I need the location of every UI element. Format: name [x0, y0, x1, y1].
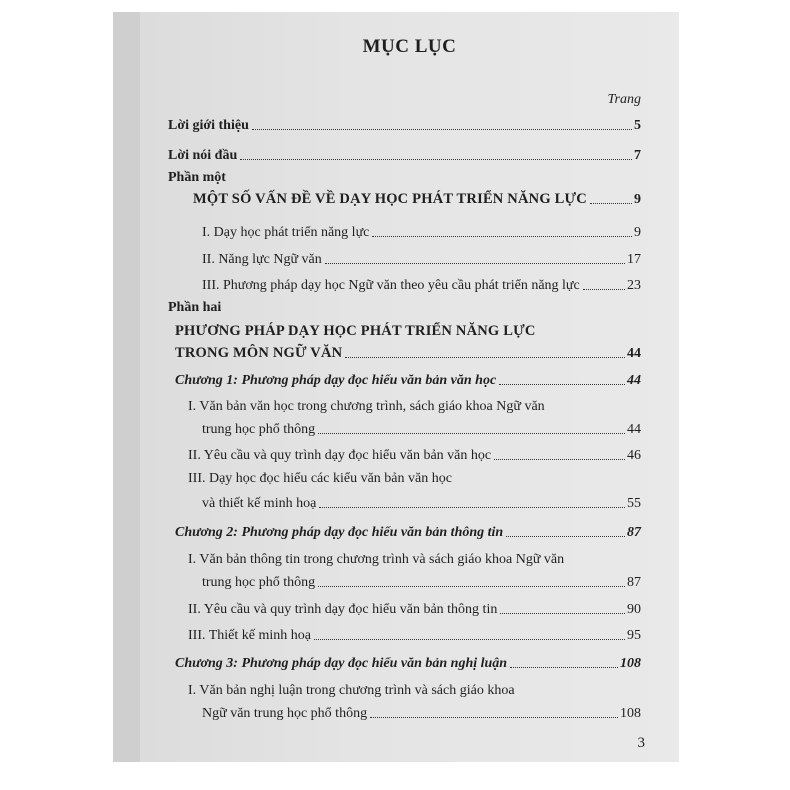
toc-entry-label: II. Yêu cầu và quy trình dạy đọc hiểu văn bản thông tin — [188, 602, 498, 617]
toc-page-number: 108 — [620, 656, 641, 671]
chapter-1-item-1-line-1: I. Văn bản văn học trong chương trình, sách giáo khoa Ngữ văn — [188, 399, 545, 414]
toc-entry-chapter-2-item-2[interactable] — [188, 600, 641, 618]
toc-entry-label: Lời giới thiệu — [168, 118, 249, 133]
dot-leader — [319, 507, 625, 508]
dot-leader — [510, 667, 618, 668]
toc-entry-foreword[interactable] — [168, 146, 641, 164]
toc-entry-chapter-3[interactable] — [175, 654, 641, 672]
chapter-3-item-1-line-1: I. Văn bản nghị luận trong chương trình và sách giáo khoa — [188, 683, 515, 698]
toc-entry-label: trung học phổ thông — [202, 575, 316, 590]
dot-leader — [500, 613, 625, 614]
toc-page-number: 55 — [627, 496, 641, 511]
toc-page-number: 7 — [634, 148, 641, 163]
toc-entry-label: Chương 3: Phương pháp dạy đọc hiểu văn bản nghị luận — [175, 656, 508, 671]
toc-page-number: 9 — [634, 225, 641, 240]
dot-leader — [345, 357, 625, 358]
toc-entry-chapter-2[interactable] — [175, 523, 641, 541]
chapter-2-item-1-line-1: I. Văn bản thông tin trong chương trình và sách giáo khoa Ngữ văn — [188, 552, 565, 567]
toc-entry-label: trung học phổ thông — [202, 422, 316, 437]
toc-page-number: 9 — [634, 192, 641, 207]
toc-page-number: 23 — [627, 278, 641, 293]
toc-entry-label: I. Dạy học phát triển năng lực — [202, 225, 370, 240]
part-one-title: MỘT SỐ VẤN ĐỀ VỀ DẠY HỌC PHÁT TRIỂN NĂNG LỰC — [193, 191, 587, 207]
toc-entry-label: Chương 1: Phương pháp dạy đọc hiểu văn bản văn học — [175, 373, 497, 388]
dot-leader — [318, 433, 625, 434]
toc-page-number: 90 — [627, 602, 641, 617]
dot-leader — [252, 129, 632, 130]
toc-entry-chapter-1-item-2[interactable] — [188, 446, 641, 464]
toc-entry-chapter-1-item-1[interactable] — [202, 420, 641, 438]
toc-page-number: 44 — [627, 422, 641, 437]
chapter-1-item-3-line-1: III. Dạy học đọc hiểu các kiểu văn bản văn học — [188, 471, 452, 486]
dot-leader — [590, 203, 632, 204]
toc-page-number: 95 — [627, 628, 641, 643]
toc-page-number: 44 — [627, 346, 641, 361]
toc-entry-label: III. Thiết kế minh hoạ — [188, 628, 311, 643]
dot-leader — [325, 263, 625, 264]
toc-entry-chapter-1-item-3[interactable] — [202, 494, 641, 512]
toc-entry-chapter-2-item-1[interactable] — [202, 573, 641, 591]
toc-page-number: 87 — [627, 575, 641, 590]
toc-entry-part-one-item-1[interactable] — [202, 223, 641, 241]
toc-page-number: 44 — [627, 373, 641, 388]
dot-leader — [318, 586, 625, 587]
dot-leader — [583, 289, 625, 290]
dot-leader — [506, 536, 625, 537]
dot-leader — [370, 717, 618, 718]
toc-entry-intro[interactable] — [168, 116, 641, 134]
toc-page-number: 87 — [627, 525, 641, 540]
toc-entry-part-one[interactable] — [193, 190, 641, 208]
dot-leader — [494, 459, 625, 460]
toc-entry-chapter-2-item-3[interactable] — [188, 626, 641, 644]
toc-entry-label: Lời nói đầu — [168, 148, 238, 163]
page-title: MỤC LỤC — [362, 36, 457, 57]
book-page — [140, 12, 679, 762]
toc-entry-chapter-1[interactable] — [175, 371, 641, 389]
toc-page-number: 46 — [627, 448, 641, 463]
toc-page-number: 5 — [634, 118, 641, 133]
toc-entry-label: III. Phương pháp dạy học Ngữ văn theo yêu cầu phát triển năng lực — [202, 278, 580, 293]
toc-entry-chapter-3-item-1[interactable] — [202, 704, 641, 722]
dot-leader — [240, 159, 632, 160]
part-two-title-line-2: TRONG MÔN NGỮ VĂN — [175, 345, 343, 361]
toc-entry-part-one-item-3[interactable] — [202, 276, 641, 294]
part-two-title-line-1: PHƯƠNG PHÁP DẠY HỌC PHÁT TRIỂN NĂNG LỰC — [175, 323, 536, 339]
toc-entry-label: II. Năng lực Ngữ văn — [202, 252, 322, 267]
toc-entry-part-one-item-2[interactable] — [202, 250, 641, 268]
toc-entry-label: Chương 2: Phương pháp dạy đọc hiểu văn bản thông tin — [175, 525, 504, 540]
toc-entry-part-two[interactable] — [175, 344, 641, 362]
page-column-header: Trang — [607, 92, 641, 107]
toc-page-number: 108 — [620, 706, 641, 721]
part-one-heading: Phần một — [168, 170, 226, 185]
footer-page-number: 3 — [637, 735, 645, 751]
dot-leader — [499, 384, 625, 385]
toc-entry-label: Ngữ văn trung học phổ thông — [202, 706, 368, 721]
dot-leader — [372, 236, 632, 237]
toc-page-number: 17 — [627, 252, 641, 267]
dot-leader — [314, 639, 625, 640]
toc-entry-label: và thiết kế minh hoạ — [202, 496, 317, 511]
toc-entry-label: II. Yêu cầu và quy trình dạy đọc hiểu văn bản văn học — [188, 448, 492, 463]
part-two-heading: Phần hai — [168, 300, 222, 315]
